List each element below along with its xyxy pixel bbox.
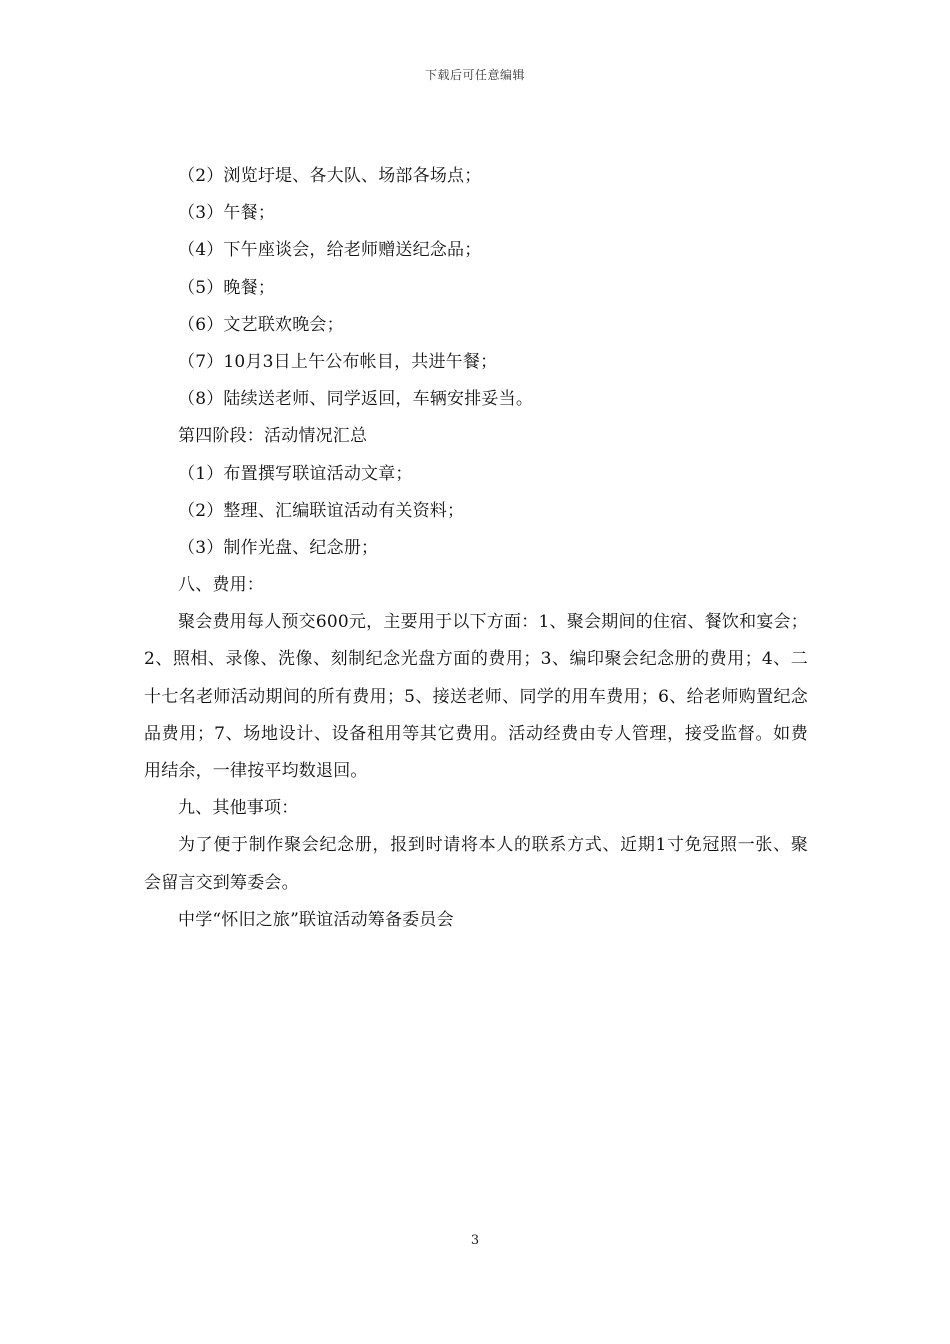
schedule-item-8: （8）陆续送老师、同学返回，车辆安排妥当。 xyxy=(178,389,534,410)
signature: 中学“怀旧之旅”联谊活动筹备委员会 xyxy=(178,909,454,930)
schedule-item-2: （2）浏览圩堤、各大队、场部各场点； xyxy=(178,166,482,186)
page-number: 3 xyxy=(470,1233,480,1248)
summary-item-1: （1）布置撰写联谊活动文章； xyxy=(178,463,413,484)
summary-item-3: （3）制作光盘、纪念册； xyxy=(178,537,379,558)
other-matters-heading: 九、其他事项： xyxy=(178,798,299,819)
summary-item-2: （2）整理、汇编联谊活动有关资料； xyxy=(178,500,465,521)
header-note: 下载后可任意编辑 xyxy=(424,68,525,82)
fee-heading: 八、费用： xyxy=(178,575,264,596)
fee-paragraph: 聚会费用每人预交600元，主要用于以下方面：1、聚会期间的住宿、餐饮和宴会；2、照相、录像、洗像、刻制纪念光盘方面的费用；3、编印聚会纪念册的费用；4、二十七名老师活动期间的所有费用；5、接送老师、同学的用车费用；6、给老师购置纪念品费用；7、场地设计、设备租用等其它费用。活动经费由专人管理，接受监督。如费用结余，一律按平均数退回。 xyxy=(144,612,808,782)
schedule-item-7: （7）10月3日上午公布帐目，共进午餐； xyxy=(178,351,498,372)
schedule-item-4: （4）下午座谈会，给老师赠送纪念品； xyxy=(178,240,482,261)
schedule-item-5: （5）晚餐； xyxy=(178,277,276,298)
other-matters-paragraph: 为了便于制作聚会纪念册，报到时请将本人的联系方式、近期1寸免冠照一张、聚会留言交到筹委会。 xyxy=(144,835,808,893)
schedule-item-3: （3）午餐； xyxy=(178,203,276,224)
schedule-item-6: （6）文艺联欢晚会； xyxy=(178,314,344,335)
stage-four-heading: 第四阶段：活动情况汇总 xyxy=(178,426,368,447)
document-body xyxy=(144,158,808,939)
